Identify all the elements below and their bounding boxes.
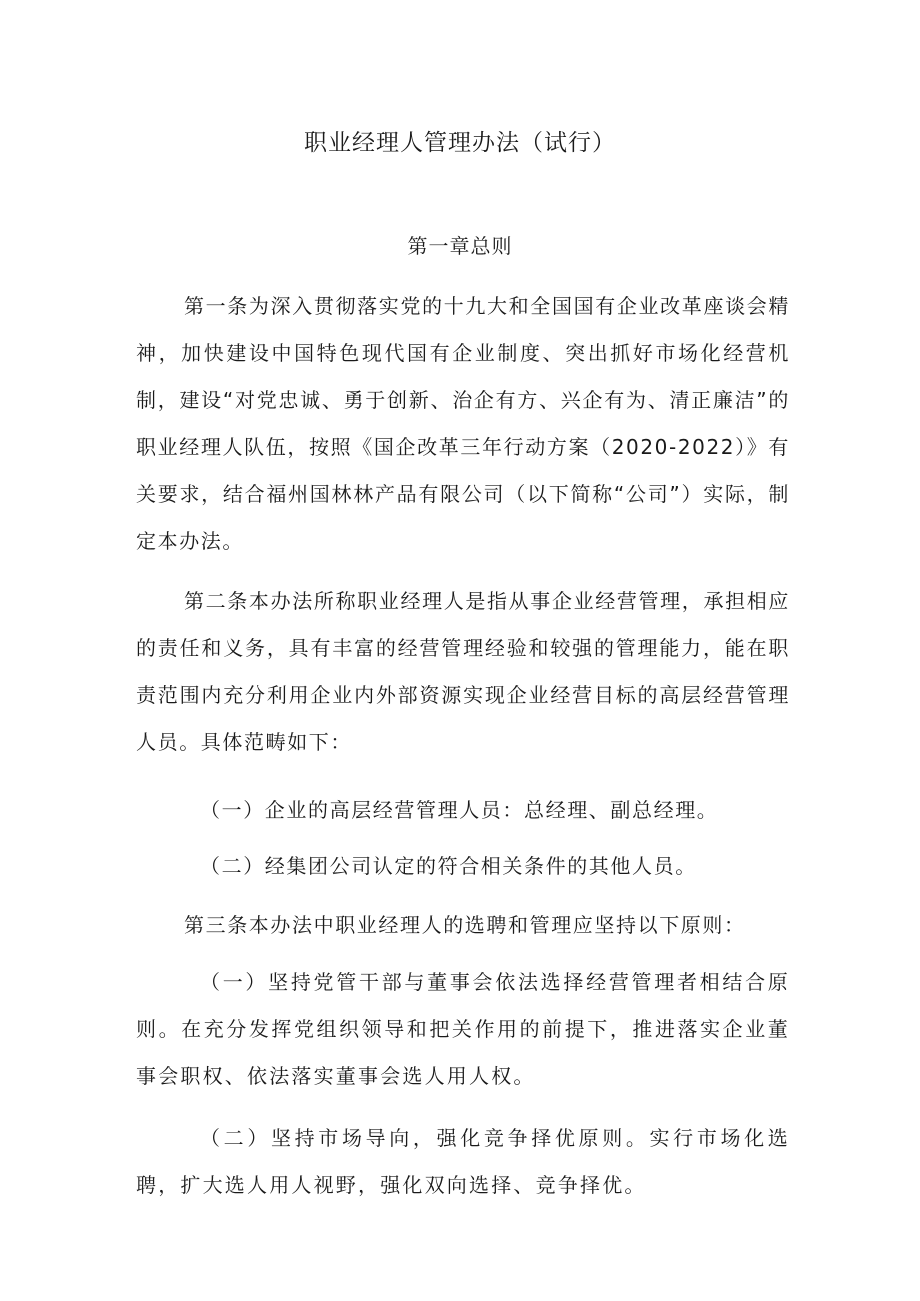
article-2-paragraph: 第二条本办法所称职业经理人是指从事企业经营管理，承担相应的责任和义务，具有丰富的经营管理经验和较强的管理能力，能在职责范围内充分利用企业内外部资源实现企业经营目标的高层经营管理人员。具体范畴如下： xyxy=(136,589,790,754)
article-2-item-2: （二）经集团公司认定的符合相关条件的其他人员。 xyxy=(200,854,697,878)
article-3-item-2: （二）坚持市场导向，强化竞争择优原则。实行市场化选聘，扩大选人用人视野，强化双向选择、竞争择优。 xyxy=(136,1126,790,1197)
chapter-heading: 第一章总则 xyxy=(407,234,513,258)
article-2-item-1: （一）企业的高层经营管理人员：总经理、副总经理。 xyxy=(200,798,719,822)
article-3-paragraph: 第三条本办法中职业经理人的选聘和管理应坚持以下原则： xyxy=(184,913,746,937)
article-3-item-1: （一）坚持党管干部与董事会依法选择经营管理者相结合原则。在充分发挥党组织领导和把关作用的前提下，推进落实企业董事会职权、依法落实董事会选人用人权。 xyxy=(136,970,790,1088)
document-title: 职业经理人管理办法（试行） xyxy=(304,130,616,156)
article-1-paragraph: 第一条为深入贯彻落实党的十九大和全国国有企业改革座谈会精神，加快建设中国特色现代国有企业制度、突出抓好市场化经营机制，建设“对党忠诚、勇于创新、治企有方、兴企有为、清正廉洁”的职业经理人队伍，按照《国企改革三年行动方案（2020-2022）》有关要求，结合福州国林林产品有限公司（以下简称“公司”）实际，制定本办法。 xyxy=(136,294,790,553)
